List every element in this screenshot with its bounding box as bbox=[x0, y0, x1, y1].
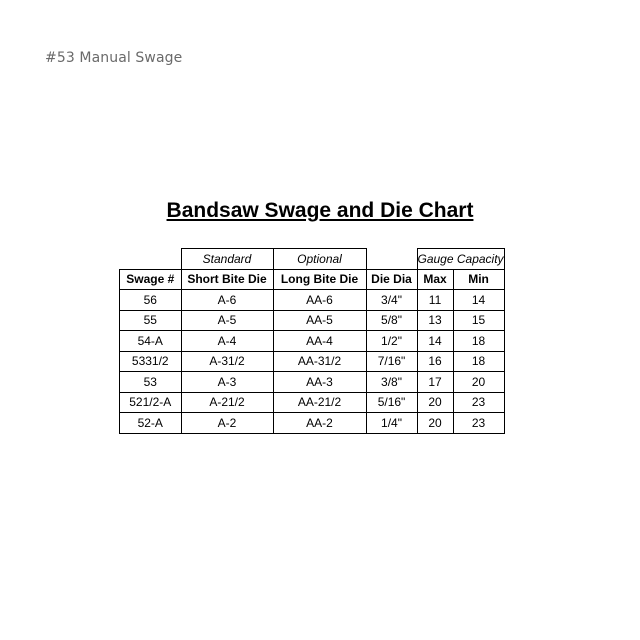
table-row bbox=[120, 290, 505, 311]
short-bite-cell: A-6 bbox=[181, 290, 273, 311]
short-bite-cell: A-5 bbox=[181, 310, 273, 331]
max-cell: 17 bbox=[417, 372, 453, 393]
swage-cell: 56 bbox=[120, 290, 182, 311]
min-cell: 15 bbox=[453, 310, 504, 331]
column-header: Min bbox=[453, 269, 504, 290]
long-bite-cell: AA-2 bbox=[273, 413, 366, 434]
die-dia-cell: 5/8" bbox=[366, 310, 417, 331]
optional-group-header: Optional bbox=[273, 249, 366, 270]
long-bite-cell: AA-3 bbox=[273, 372, 366, 393]
short-bite-cell: A-4 bbox=[181, 331, 273, 352]
swage-cell: 55 bbox=[120, 310, 182, 331]
empty-corner-cell bbox=[120, 249, 182, 270]
long-bite-cell: AA-31/2 bbox=[273, 351, 366, 372]
die-dia-cell: 3/4" bbox=[366, 290, 417, 311]
table-row bbox=[120, 413, 505, 434]
die-dia-cell: 1/2" bbox=[366, 331, 417, 352]
swage-cell: 5331/2 bbox=[120, 351, 182, 372]
long-bite-cell: AA-21/2 bbox=[273, 392, 366, 413]
max-cell: 14 bbox=[417, 331, 453, 352]
swage-die-table bbox=[119, 248, 505, 434]
min-cell: 23 bbox=[453, 392, 504, 413]
die-dia-cell: 3/8" bbox=[366, 372, 417, 393]
max-cell: 16 bbox=[417, 351, 453, 372]
max-cell: 20 bbox=[417, 392, 453, 413]
min-cell: 14 bbox=[453, 290, 504, 311]
empty-header-cell bbox=[366, 249, 417, 270]
long-bite-cell: AA-6 bbox=[273, 290, 366, 311]
min-cell: 18 bbox=[453, 351, 504, 372]
standard-group-header: Standard bbox=[181, 249, 273, 270]
short-bite-cell: A-2 bbox=[181, 413, 273, 434]
swage-cell: 52-A bbox=[120, 413, 182, 434]
short-bite-cell: A-31/2 bbox=[181, 351, 273, 372]
short-bite-cell: A-21/2 bbox=[181, 392, 273, 413]
column-header: Die Dia bbox=[366, 269, 417, 290]
column-header: Swage # bbox=[120, 269, 182, 290]
swage-cell: 53 bbox=[120, 372, 182, 393]
min-cell: 20 bbox=[453, 372, 504, 393]
table-row bbox=[120, 392, 505, 413]
table-row bbox=[120, 331, 505, 352]
long-bite-cell: AA-5 bbox=[273, 310, 366, 331]
die-dia-cell: 5/16" bbox=[366, 392, 417, 413]
min-cell: 23 bbox=[453, 413, 504, 434]
swage-cell: 54-A bbox=[120, 331, 182, 352]
short-bite-cell: A-3 bbox=[181, 372, 273, 393]
max-cell: 13 bbox=[417, 310, 453, 331]
max-cell: 11 bbox=[417, 290, 453, 311]
column-header: Short Bite Die bbox=[181, 269, 273, 290]
gauge-capacity-group-header: Gauge Capacity bbox=[417, 249, 504, 270]
group-header-row bbox=[120, 249, 505, 270]
min-cell: 18 bbox=[453, 331, 504, 352]
max-cell: 20 bbox=[417, 413, 453, 434]
table-row bbox=[120, 310, 505, 331]
table-row bbox=[120, 351, 505, 372]
column-header: Max bbox=[417, 269, 453, 290]
page-heading: #53 Manual Swage bbox=[45, 50, 183, 66]
die-dia-cell: 1/4" bbox=[366, 413, 417, 434]
column-header: Long Bite Die bbox=[273, 269, 366, 290]
chart-title: Bandsaw Swage and Die Chart bbox=[166, 199, 474, 222]
swage-cell: 521/2-A bbox=[120, 392, 182, 413]
table-row bbox=[120, 372, 505, 393]
long-bite-cell: AA-4 bbox=[273, 331, 366, 352]
column-header-row bbox=[120, 269, 505, 290]
die-dia-cell: 7/16" bbox=[366, 351, 417, 372]
